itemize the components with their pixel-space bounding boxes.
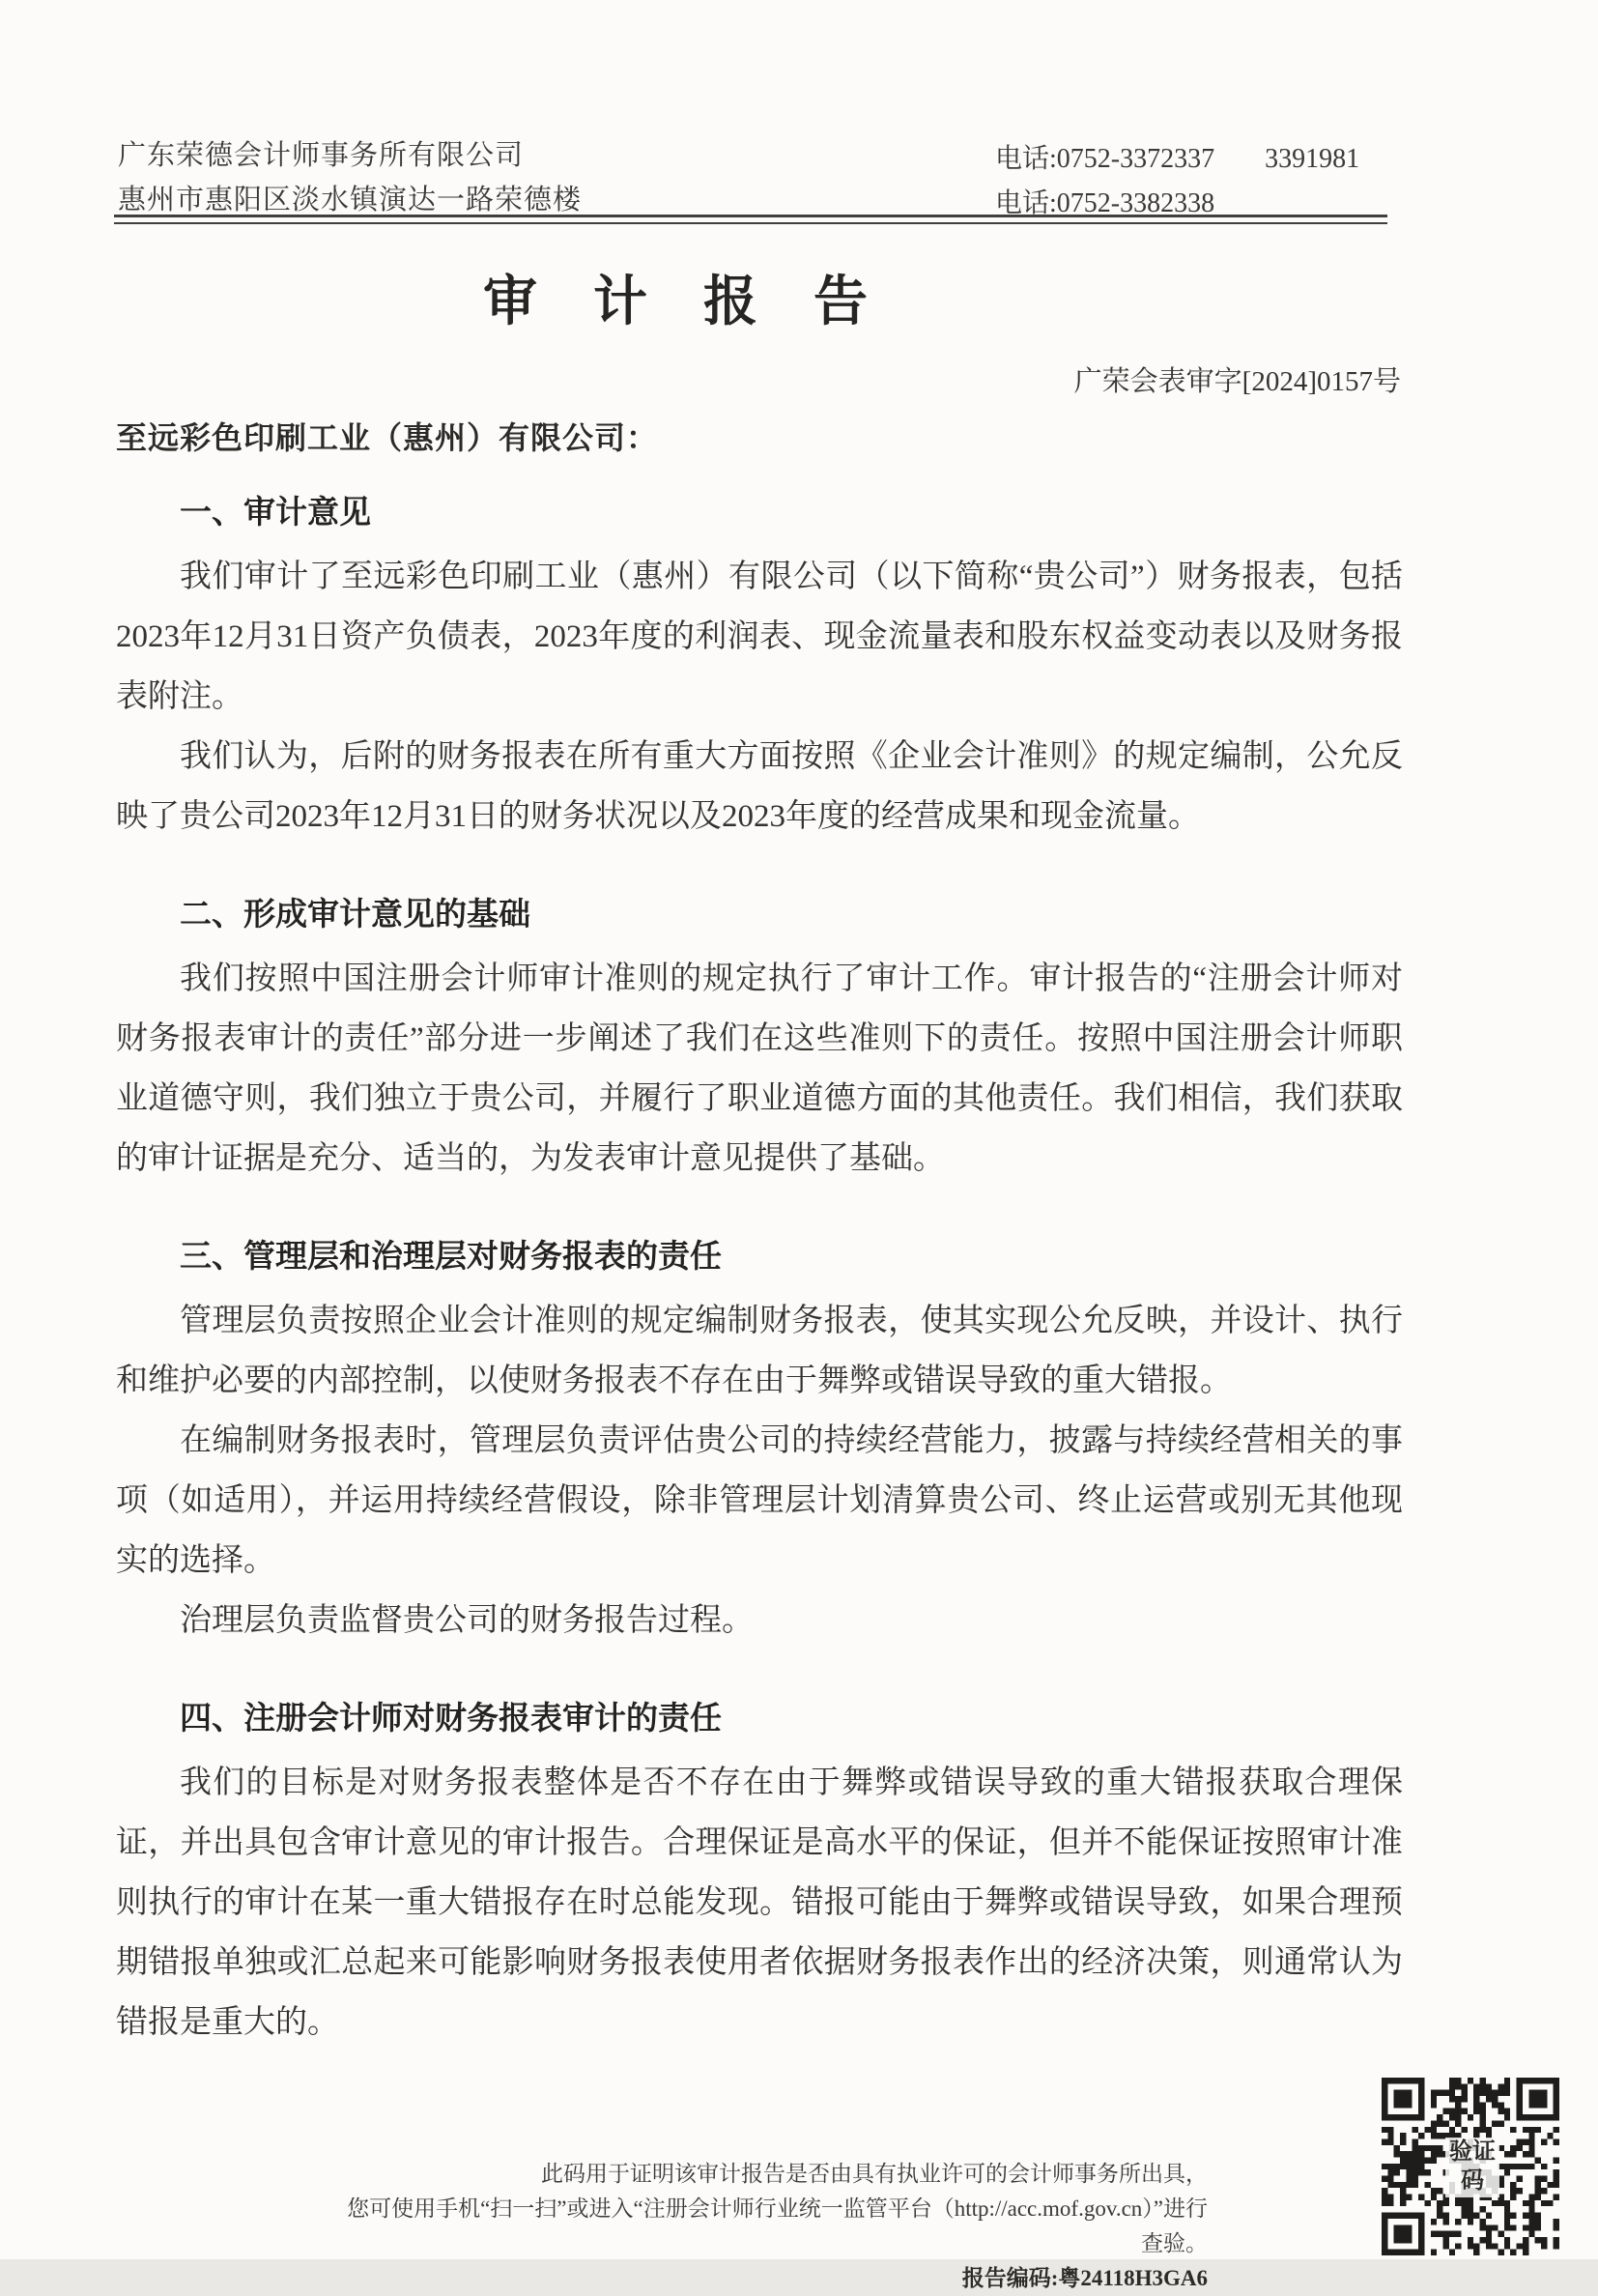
phone-line-2: 电话:0752-3382338 — [995, 188, 1215, 218]
firm-name: 广东荣德会计师事务所有限公司 — [118, 140, 525, 171]
section-basis-for-opinion — [116, 885, 1403, 1189]
section-heading: 一、审计意见 — [180, 496, 371, 531]
paragraph: 治理层负责监督贵公司的财务报告过程。 — [180, 1603, 754, 1638]
report-code: 报告编码:粤24118H3GA6 — [961, 2266, 1208, 2290]
phone-block — [995, 137, 1359, 226]
qr-code — [1382, 2078, 1559, 2255]
phone-line-1: 电话:0752-3372337 3391981 — [995, 144, 1360, 174]
paragraph: 在编制财务报表时，管理层负责评估贵公司的持续经营能力，披露与持续经营相关的事项（如适用），并运用持续经营假设，除非管理层计划清算贵公司、终止运营或别无其他现实的选择。 — [116, 1423, 1403, 1578]
section-heading: 四、注册会计师对财务报表审计的责任 — [180, 1702, 722, 1736]
report-body — [116, 483, 1403, 2052]
footer-note-line-2: 您可使用手机“扫一扫”或进入“注册会计师行业统一监管平台（http://acc.mof.gov.cn）”进行查验。 — [347, 2196, 1208, 2255]
addressee: 至远彩色印刷工业（惠州）有限公司： — [116, 420, 659, 455]
letterhead-divider — [114, 215, 1387, 224]
paragraph: 我们认为，后附的财务报表在所有重大方面按照《企业会计准则》的规定编制，公允反映了贵公司2023年12月31日的财务状况以及2023年度的经营成果和现金流量。 — [116, 739, 1403, 834]
paragraph: 管理层负责按照企业会计准则的规定编制财务报表，使其实现公允反映，并设计、执行和维护必要的内部控制，以使财务报表不存在由于舞弊或错误导致的重大错报。 — [116, 1304, 1403, 1398]
reference-number: 广荣会表审字[2024]0157号 — [1073, 366, 1401, 397]
qr-center-label: 验证码 — [1445, 2138, 1499, 2197]
page-title: 审 计 报 告 — [483, 273, 889, 332]
section-heading: 二、形成审计意见的基础 — [180, 898, 530, 933]
section-audit-opinion — [116, 483, 1403, 847]
paragraph: 我们的目标是对财务报表整体是否不存在由于舞弊或错误导致的重大错报获取合理保证，并出具包含审计意见的审计报告。合理保证是高水平的保证，但并不能保证按照审计准则执行的审计在某一重大错报存在时总能发现。错报可能由于舞弊或错误导致，如果合理预期错报单独或汇总起来可能影响财务报表使用者依据财务报表作出的经济决策，则通常认为错报是重大的。 — [116, 1765, 1403, 2040]
paragraph: 我们按照中国注册会计师审计准则的规定执行了审计工作。审计报告的“注册会计师对财务报表审计的责任”部分进一步阐述了我们在这些准则下的责任。按照中国注册会计师职业道德守则，我们独立于贵公司，并履行了职业道德方面的其他责任。我们相信，我们获取的审计证据是充分、适当的，为发表审计意见提供了基础。 — [116, 961, 1403, 1176]
section-management-responsibilities — [116, 1227, 1403, 1650]
verification-note — [328, 2157, 1208, 2296]
paragraph: 我们审计了至远彩色印刷工业（惠州）有限公司（以下简称“贵公司”）财务报表，包括2023年12月31日资产负债表，2023年度的利润表、现金流量表和股东权益变动表以及财务报表附注。 — [116, 560, 1403, 714]
section-auditor-responsibilities — [116, 1689, 1403, 2052]
section-heading: 三、管理层和治理层对财务报表的责任 — [180, 1240, 722, 1275]
letterhead — [118, 133, 582, 222]
phone-extension: 3391981 — [1265, 144, 1360, 174]
firm-address: 惠州市惠阳区淡水镇演达一路荣德楼 — [118, 185, 583, 215]
footer-note-line-1: 此码用于证明该审计报告是否由具有执业许可的会计师事务所出具， — [541, 2162, 1208, 2186]
